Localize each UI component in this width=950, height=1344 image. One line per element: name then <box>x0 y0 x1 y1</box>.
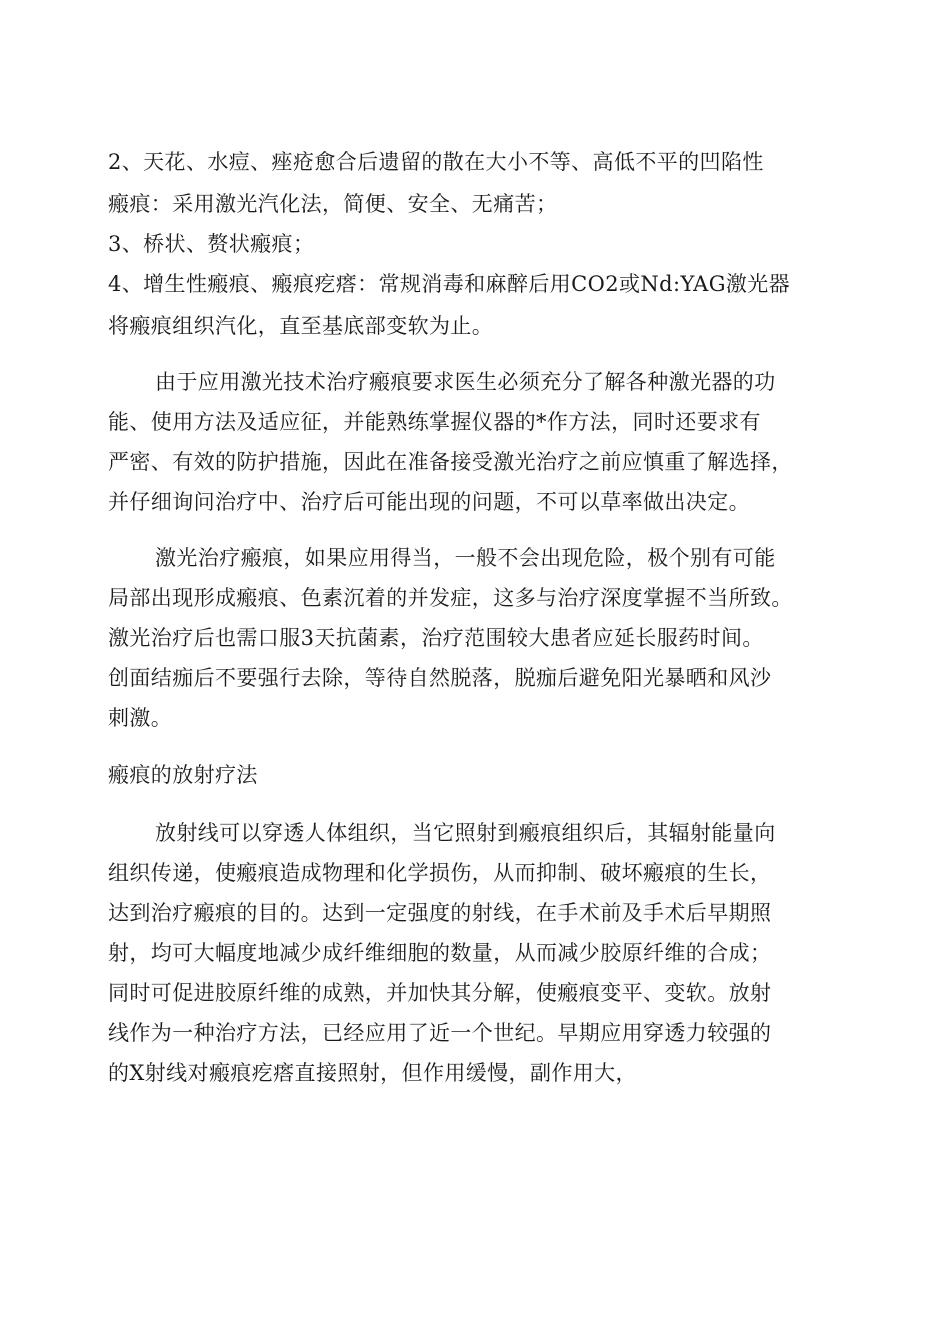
paragraph-1-line-4: 并仔细询问治疗中、治疗后可能出现的问题，不可以草率做出决定。 <box>108 490 750 514</box>
list-item-3: 3、桥状、赘状瘢痕； <box>108 232 315 256</box>
paragraph-2-line-3: 激光治疗后也需口服3天抗菌素，治疗范围较大患者应延长服药时间。 <box>108 626 764 650</box>
paragraph-1-line-2: 能、使用方法及适应征，并能熟练掌握仪器的*作方法，同时还要求有 <box>108 410 761 434</box>
list-item-2-line-1: 2、天花、水痘、痤疮愈合后遗留的散在大小不等、高低不平的凹陷性 <box>108 150 764 174</box>
list-item-2-line-2: 瘢痕：采用激光汽化法，简便、安全、无痛苦； <box>108 192 558 216</box>
paragraph-2-line-2: 局部出现形成瘢痕、色素沉着的并发症，这多与治疗深度掌握不当所致。 <box>108 586 793 610</box>
paragraph-3-line-5: 同时可促进胶原纤维的成熟，并加快其分解，使瘢痕变平、变软。放射 <box>108 981 772 1005</box>
paragraph-1-line-1: 由于应用激光技术治疗瘢痕要求医生必须充分了解各种激光器的功 <box>155 370 776 394</box>
paragraph-2-line-1: 激光治疗瘢痕，如果应用得当，一般不会出现危险，极个别有可能 <box>155 546 776 570</box>
list-item-4-line-1: 4、增生性瘢痕、瘢痕疙瘩：常规消毒和麻醉后用CO2或Nd:YAG激光器 <box>108 272 791 296</box>
list-item-4-line-2: 将瘢痕组织汽化，直至基底部变软为止。 <box>108 314 494 338</box>
paragraph-3-line-1: 放射线可以穿透人体组织，当它照射到瘢痕组织后，其辐射能量向 <box>155 821 776 845</box>
paragraph-3-line-6: 线作为一种治疗方法，已经应用了近一个世纪。早期应用穿透力较强的 <box>108 1021 772 1045</box>
paragraph-1-line-3: 严密、有效的防护措施，因此在准备接受激光治疗之前应慎重了解选择， <box>108 450 793 474</box>
paragraph-2-line-4: 创面结痂后不要强行去除，等待自然脱落，脱痂后避免阳光暴晒和风沙 <box>108 666 772 690</box>
paragraph-3-line-4: 射，均可大幅度地减少成纤维细胞的数量，从而减少胶原纤维的合成； <box>108 941 772 965</box>
paragraph-3-line-2: 组织传递，使瘢痕造成物理和化学损伤，从而抑制、破坏瘢痕的生长， <box>108 861 772 885</box>
section-heading: 瘢痕的放射疗法 <box>108 763 258 787</box>
paragraph-3-line-3: 达到治疗瘢痕的目的。达到一定强度的射线，在手术前及手术后早期照 <box>108 901 772 925</box>
paragraph-3-line-7: 的X射线对瘢痕疙瘩直接照射，但作用缓慢，副作用大， <box>108 1061 637 1085</box>
paragraph-2-line-5: 刺激。 <box>108 706 173 730</box>
